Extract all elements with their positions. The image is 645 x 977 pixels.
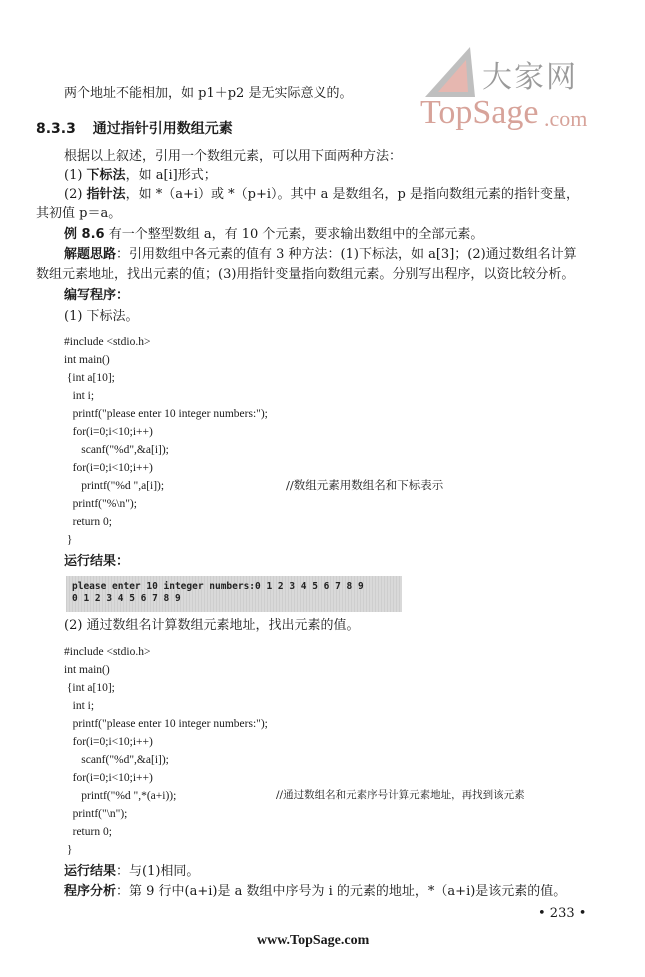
section-number: 8.3.3 [36,121,76,137]
run-output-line: please enter 10 integer numbers:0 1 2 3 4 5 6 7 8 9 [72,581,364,592]
idea-paragraph [64,246,577,264]
method-2-continued: 其初值 p＝a。 [36,206,122,221]
method-1-bold: 下标法 [86,168,126,183]
method-1 [64,167,217,185]
code-line: printf("%d ",*(a+i)); [64,790,177,802]
run-result-2-text: ：与(1)相同。 [116,864,200,879]
run-result-label: 运行结果： [64,554,130,569]
code-line: int i; [64,390,95,402]
code-comment-1: //数组元素用数组名和下标表示 [286,478,444,492]
run-output-box [66,576,402,612]
code-line: #include <stdio.h> [64,646,151,658]
run-result-2 [64,863,199,881]
code-line: {int a[10]; [64,372,115,384]
code-block-2 [64,643,268,859]
code-line: #include <stdio.h> [64,336,151,348]
logo-en-text: TopSage [420,94,539,131]
subsection-2: (2) 通过数组名计算数组元素地址，找出元素的值。 [64,618,360,633]
code-line: for(i=0;i<10;i++) [64,462,153,474]
code-line: scanf("%d",&a[i]); [64,754,169,766]
code-line: } [64,534,73,546]
footer-url: www.TopSage.com [257,933,370,948]
example-label: 例 8.6 [64,227,105,242]
subsection-1: (1) 下标法。 [64,309,139,324]
logo-triangle-icon [420,42,480,102]
code-line: int i; [64,700,95,712]
code-line: for(i=0;i<10;i++) [64,426,153,438]
code-line: printf("\n"); [64,808,128,820]
code-line: return 0; [64,826,112,838]
code-line: printf("please enter 10 integer numbers:"); [64,408,268,420]
code-line: } [64,844,73,856]
para-methods-intro: 根据以上叙述，引用一个数组元素，可以用下面两种方法： [64,149,403,164]
run-result-2-label: 运行结果 [64,864,117,879]
code-line: printf("%\n"); [64,498,137,510]
analysis-label: 程序分析 [64,884,117,899]
method-2 [64,186,579,204]
method-2-bold: 指针法 [86,187,126,202]
intro-line: 两个地址不能相加，如 p1＋p2 是无实际意义的。 [64,86,353,101]
method-2-prefix: (2) [64,187,87,202]
code-line: int main() [64,354,110,366]
program-analysis [64,883,566,901]
code-line: scanf("%d",&a[i]); [64,444,169,456]
code-line: int main() [64,664,110,676]
idea-continued: 数组元素地址，找出元素的值；(3)用指针变量指向数组元素。分别写出程序，以资比较分析。 [36,267,575,282]
watermark-logo [420,42,600,142]
code-line: return 0; [64,516,112,528]
code-line: printf("please enter 10 integer numbers:"); [64,718,268,730]
page-number: • 233 • [538,906,587,921]
code-comment-2: //通过数组名和元素序号计算元素地址，再找到该元素 [276,789,525,801]
section-heading [36,118,233,138]
code-line: for(i=0;i<10;i++) [64,772,153,784]
logo-com-text: .com [544,106,588,131]
idea-text: ：引用数组中各元素的值有 3 种方法：(1)下标法，如 a[3]；(2)通过数组名计算 [116,247,577,262]
example-statement [64,226,483,244]
logo-cn-text: 大家网 [482,60,578,95]
code-line: {int a[10]; [64,682,115,694]
run-output-line: 0 1 2 3 4 5 6 7 8 9 [72,593,181,604]
code-line: printf("%d ",a[i]); [64,480,165,492]
section-title: 通过指针引用数组元素 [92,121,233,137]
example-text: 有一个整型数组 a，有 10 个元素，要求输出数组中的全部元素。 [104,227,484,242]
analysis-text: ：第 9 行中(a+i)是 a 数组中序号为 i 的元素的地址，*（a+i)是该元素的值。 [116,884,567,899]
write-program-label: 编写程序： [64,288,130,303]
code-block-1 [64,333,268,549]
method-2-rest: ，如 *（a+i）或 *（p+i）。其中 a 是数组名，p 是指向数组元素的指针变量， [125,187,579,202]
method-1-rest: ，如 a[i]形式； [125,168,217,183]
idea-label: 解题思路 [64,247,117,262]
method-1-prefix: (1) [64,168,87,183]
code-line: for(i=0;i<10;i++) [64,736,153,748]
